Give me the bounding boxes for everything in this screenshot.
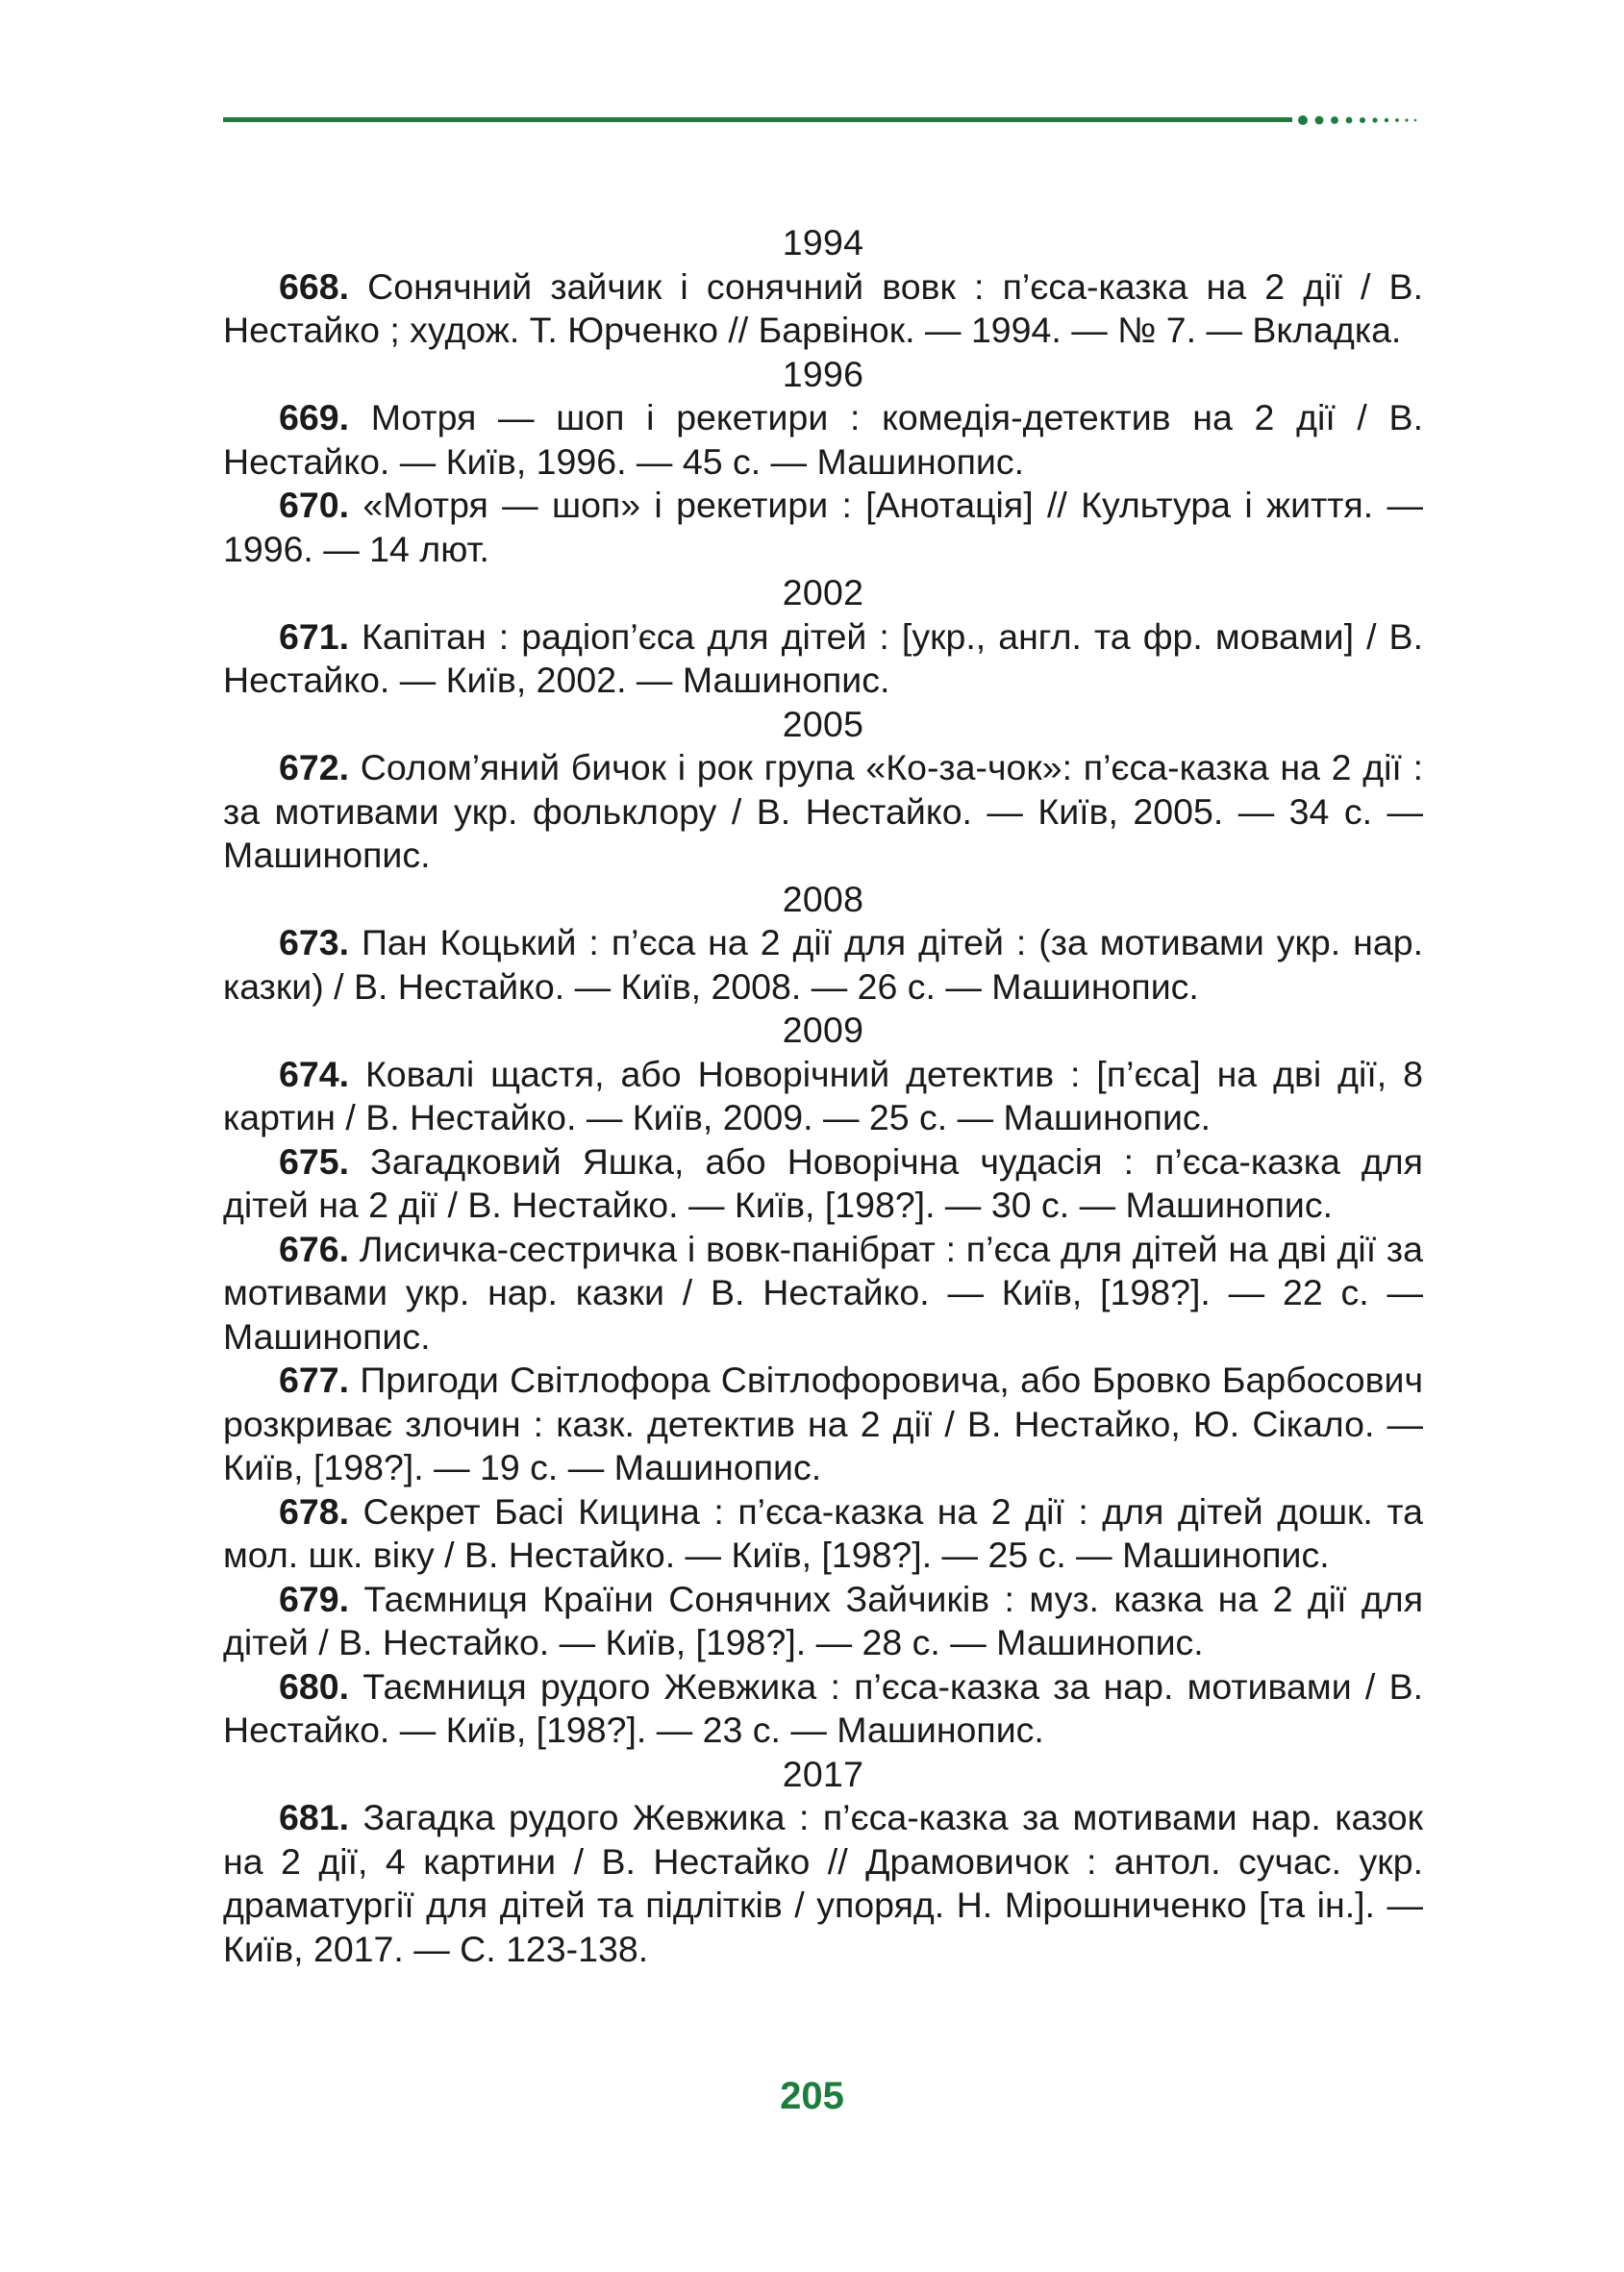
bibliography-entry [223,1665,1423,1753]
bibliography-entry [223,1578,1423,1665]
year-heading: 2009 [782,1010,864,1050]
header-rule [223,117,1292,122]
entry-number: 678. [279,1490,349,1532]
bibliography-entry [223,1053,1423,1140]
entry-number: 680. [279,1665,349,1707]
entry-text: Лисичка-сестричка і вовк-панібрат : п’єса для дітей на дві дії за мотивами укр. нар. казки / В. Нестайко. — Київ, [198?]. — 22 с. — Машинопис. [223,1228,1423,1357]
bibliography-entry [223,1359,1423,1490]
entry-number: 668. [279,265,349,307]
page-number: 205 [780,2075,844,2117]
entry-number: 669. [279,397,349,437]
entry-number: 673. [279,922,349,962]
entry-text: Капітан : радіоп’єса для дітей : [укр., англ. та фр. мовами] / В. Нестайко. — Київ, 2002. — Машинопис. [223,615,1423,700]
entry-number: 671. [279,615,349,657]
entry-text: Таємниця Країни Сонячних Зайчиків : муз. казка на 2 дії для дітей / В. Нестайко. — Київ, [198?]. — 28 с. — Машинопис. [223,1578,1423,1662]
year-heading: 1996 [782,353,864,394]
entry-text: Секрет Басі Кицина : п’єса-казка на 2 дії : для дітей дошк. та мол. шк. віку / В. Нестайко. — Київ, [198?]. — 25 с. — Машинопис. [223,1490,1423,1575]
entry-number: 672. [279,747,349,787]
bibliography-entry [223,1228,1423,1360]
bibliography-entry [223,1140,1423,1228]
entry-text: Сонячний зайчик і сонячний вовк : п’єса-казка на 2 дії / В. Нестайко ; худож. Т. Юрченко // Барвінок. — 1994. — № 7. — Вкладка. [223,265,1423,350]
entry-number: 675. [279,1140,349,1182]
entry-number: 674. [279,1053,349,1094]
bibliography-entry [223,615,1423,703]
entry-text: Таємниця рудого Жевжика : п’єса-казка за нар. мотивами / В. Нестайко. — Київ, [198?]. — 23 с. — Машинопис. [223,1665,1423,1750]
entry-text: Ковалі щастя, або Новорічний детектив : [п’єса] на дві дії, 8 картин / В. Нестайко. — Київ, 2009. — 25 с. — Машинопис. [223,1053,1423,1137]
year-heading: 2002 [782,572,864,612]
entry-number: 676. [279,1228,349,1269]
bibliography-entry [223,1490,1423,1578]
bibliography-entry [223,921,1423,1009]
entry-number: 681. [279,1797,349,1837]
entry-number: 677. [279,1360,349,1400]
entry-text: Пригоди Світлофора Світлофоровича, або Бровко Барбосович розкриває злочин : казк. детектив на 2 дії / В. Нестайко, Ю. Сікало. — Київ, [198?]. — 19 с. — Машинопис. [223,1360,1423,1487]
entry-text: Загадковий Яшка, або Новорічна чудасія : п’єса-казка для дітей на 2 дії / В. Нестайко. — Київ, [198?]. — 30 с. — Машинопис. [223,1140,1423,1225]
bibliography-entry [223,1796,1423,1971]
bibliography-entry [223,484,1423,571]
entry-number: 670. [279,485,349,525]
entry-text: Мотря — шоп і рекетири : комедія-детектив на 2 дії / В. Нестайко. — Київ, 1996. — 45 с. — Машинопис. [223,397,1423,482]
bibliography-entry [223,746,1423,878]
entry-number: 679. [279,1578,349,1619]
year-heading: 2005 [782,703,864,744]
entry-text: «Мотря — шоп» і рекетири : [Анотація] // Культура і життя. — 1996. — 14 лют. [223,485,1423,569]
entry-text: Солом’яний бичок і рок група «Ко-за-чок»: п’єса-казка на 2 дії : за мотивами укр. фольклору / В. Нестайко. — Київ, 2005. — 34 с. — Машинопис. [223,747,1423,875]
year-heading: 2017 [782,1753,864,1794]
bibliography-content [223,221,1423,1971]
year-heading: 1994 [782,222,864,262]
header-dots-ornament [1298,114,1433,126]
year-heading: 2008 [782,878,864,919]
bibliography-entry [223,265,1423,353]
entry-text: Загадка рудого Жевжика : п’єса-казка за мотивами нар. казок на 2 дії, 4 картини / В. Нестайко // Драмовичок : антол. сучас. укр. драматургії для дітей та підлітків / упоряд. Н. Мірошниченко [та ін.]. — Київ, 2017. — С. 123-138. [223,1797,1423,1969]
bibliography-entry [223,396,1423,484]
entry-text: Пан Коцький : п’єса на 2 дії для дітей : (за мотивами укр. нар. казки) / В. Нестайко. — Київ, 2008. — 26 с. — Машинопис. [223,922,1423,1007]
